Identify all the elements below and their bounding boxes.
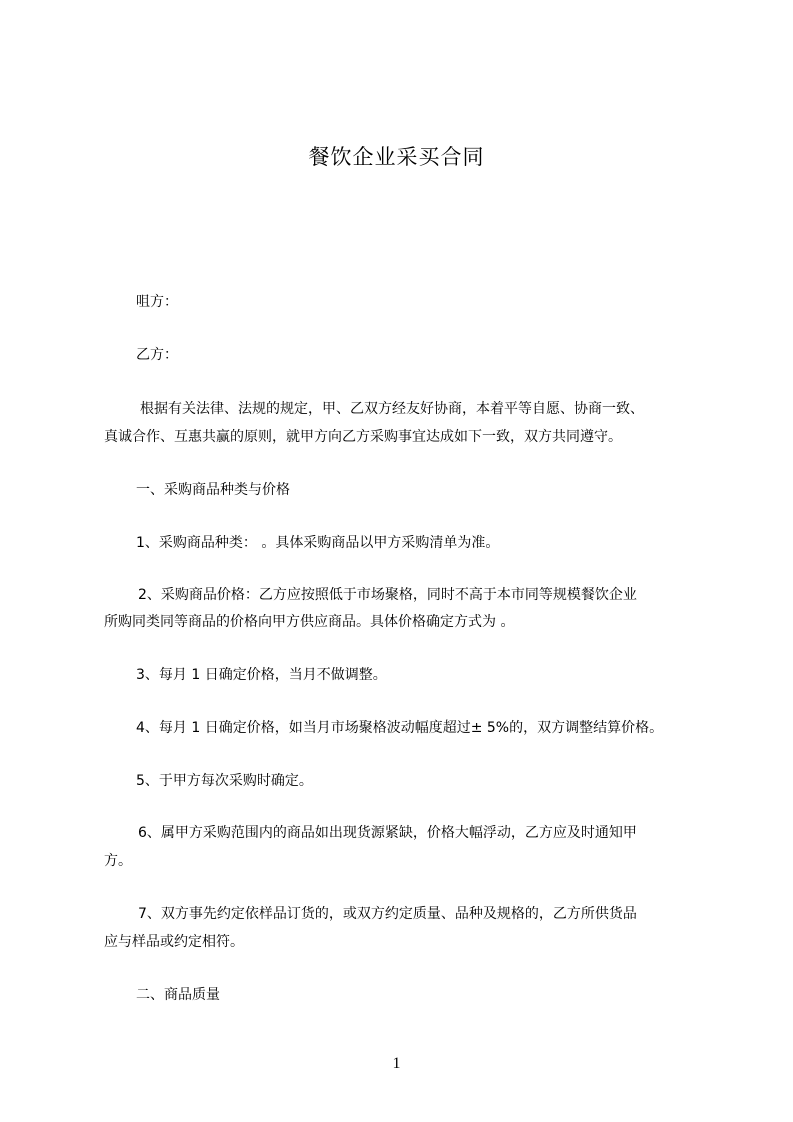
party-a-label: 咀方： — [136, 294, 178, 310]
clause-1: 1、采购商品种类： 。具体采购商品以甲方采购清单为准。 — [136, 535, 500, 551]
clause-2-line-1: 2、采购商品价格：乙方应按照低于市场聚格，同时不高于本市同等规模餐饮企业 — [138, 587, 637, 603]
intro-paragraph-line-2: 真诚合作、互惠共赢的原则，就甲方向乙方采购事宜达成如下一致，双方共同遵守。 — [104, 429, 622, 445]
party-b-label: 乙方： — [136, 347, 178, 363]
clause-6-line-1: 6、属甲方采购范围内的商品如出现货源紧缺，价格大幅浮动，乙方应及时通知甲 — [138, 825, 637, 841]
page-number: 1 — [392, 1055, 401, 1072]
section-1-heading: 一、采购商品种类与价格 — [136, 482, 290, 498]
clause-6-line-2: 方。 — [104, 853, 132, 869]
intro-paragraph-line-1: 根据有关法律、法规的规定，甲、乙双方经友好协商，本着平等自愿、协商一致、 — [140, 401, 644, 417]
section-2-heading: 二、商品质量 — [136, 987, 220, 1003]
clause-3: 3、每月 1 日确定价格，当月不做调整。 — [136, 667, 387, 683]
clause-7-line-1: 7、双方事先约定依样品订货的，或双方约定质量、品种及规格的，乙方所供货品 — [138, 906, 637, 922]
clause-7-line-2: 应与样品或约定相符。 — [104, 934, 244, 950]
clause-5: 5、于甲方每次采购时确定。 — [136, 773, 313, 789]
clause-2-line-2: 所购同类同等商品的价格向甲方供应商品。具体价格确定方式为 。 — [104, 614, 515, 630]
clause-4: 4、每月 1 日确定价格，如当月市场聚格波动幅度超过± 5%的，双方调整结算价格。 — [136, 720, 664, 736]
document-title: 餐饮企业采买合同 — [308, 145, 485, 169]
